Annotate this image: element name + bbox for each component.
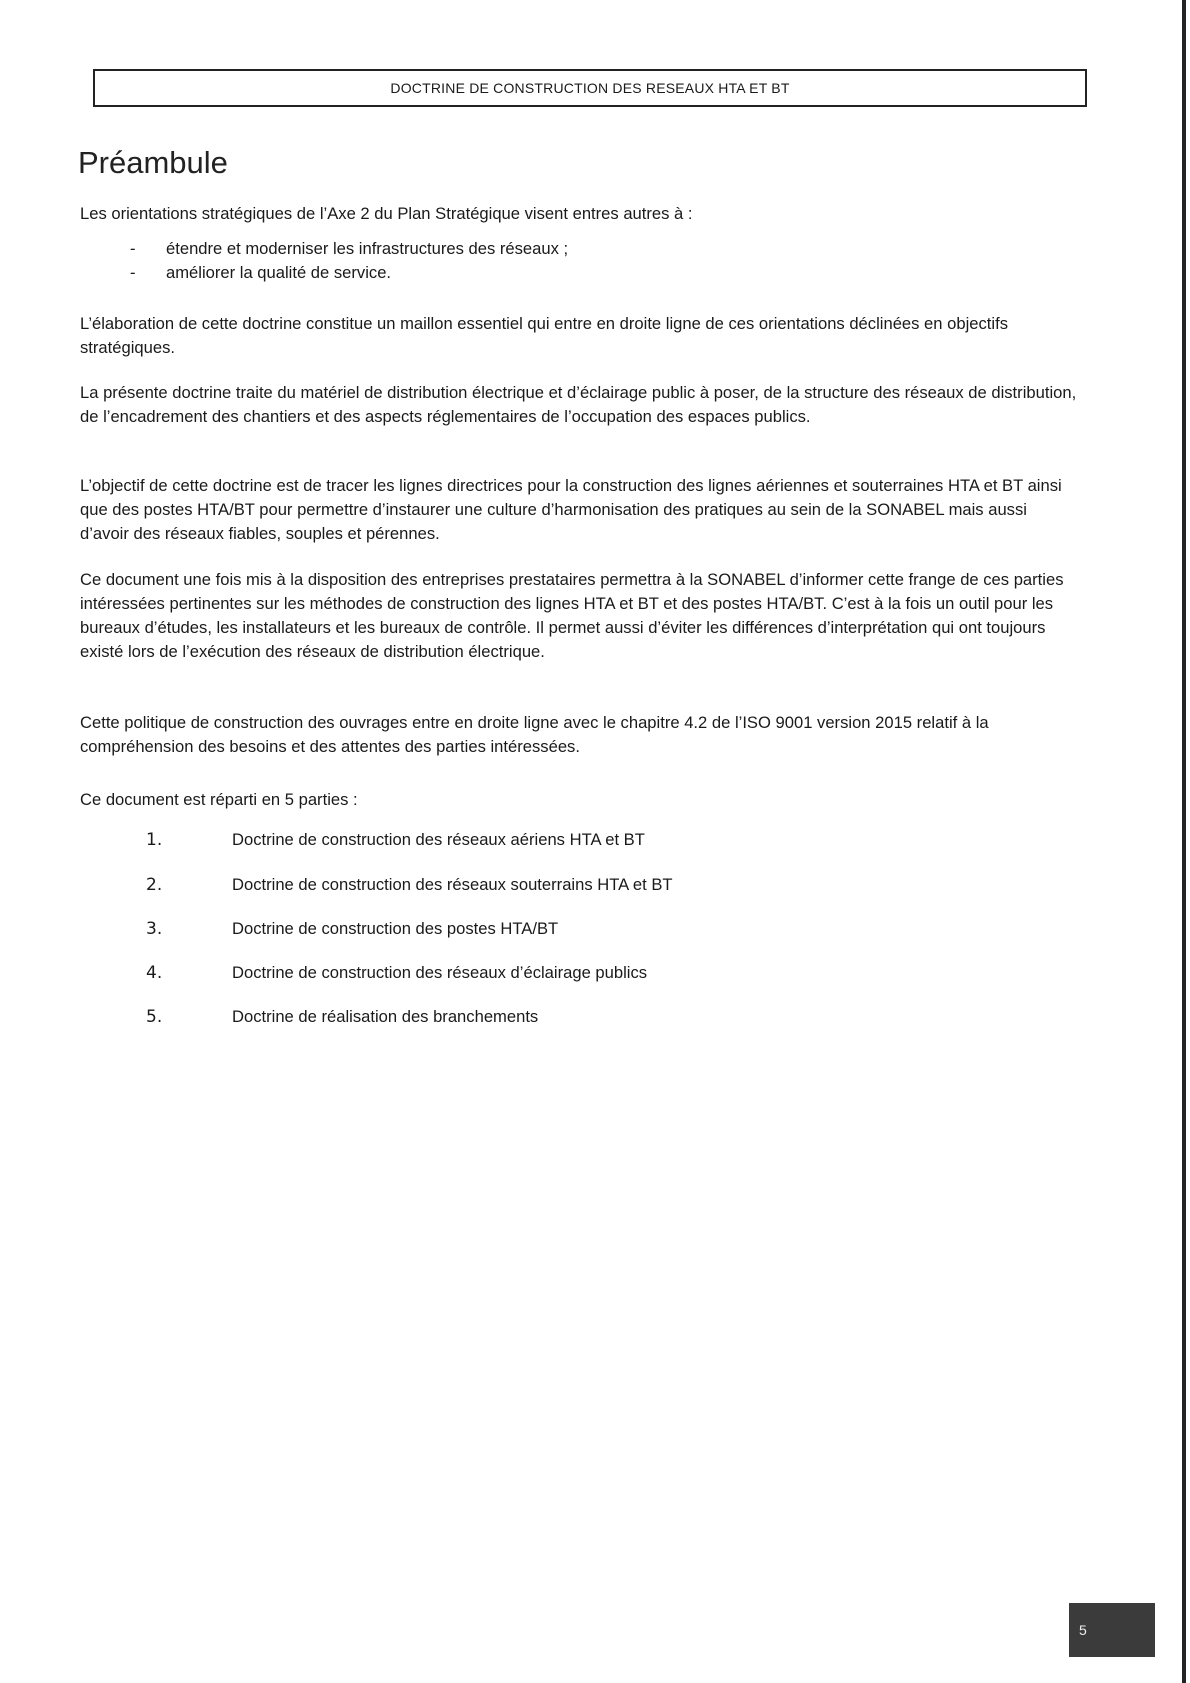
paragraph: La présente doctrine traite du matériel de distribution électrique et d’éclairage public à poser, de la structure des réseaux de distribution, de l’encadrement des chantiers et des aspects réglementaires de l’occupation des espaces publics. <box>80 383 1077 426</box>
bullet-item: - améliorer la qualité de service. <box>130 261 391 285</box>
paragraph: Ce document est réparti en 5 parties : <box>80 790 358 809</box>
section-title: Préambule <box>78 145 228 180</box>
list-item: 2. Doctrine de construction des réseaux souterrains HTA et BT <box>146 875 673 895</box>
list-item: 4. Doctrine de construction des réseaux d’éclairage publics <box>146 963 648 983</box>
dash-bullet-icon: - <box>130 239 136 258</box>
paragraph: L’élaboration de cette doctrine constitue un maillon essentiel qui entre en droite ligne de ces orientations déclinées en objectifs stratégiques. <box>80 314 1008 357</box>
paragraph: Cette politique de construction des ouvrages entre en droite ligne avec le chapitre 4.2 de l’ISO 9001 version 2015 relatif à la compréhension des besoins et des attentes des parties intéressées. <box>80 713 989 756</box>
paragraph-intro: Les orientations stratégiques de l’Axe 2 du Plan Stratégique visent entres autres à : <box>80 204 693 223</box>
list-item: 5. Doctrine de réalisation des branchements <box>146 1007 539 1027</box>
list-item: 3. Doctrine de construction des postes HTA/BT <box>146 919 559 939</box>
scan-edge <box>1182 0 1186 1683</box>
page-number: 5 <box>1069 1603 1155 1657</box>
list-item: 1. Doctrine de construction des réseaux aériens HTA et BT <box>146 830 645 850</box>
paragraph: L’objectif de cette doctrine est de tracer les lignes directrices pour la construction des lignes aériennes et souterraines HTA et BT ainsi que des postes HTA/BT pour permettre d’instaurer une culture d’harmonisation des pratiques au sein de la SONABEL mais aussi d’avoir des réseaux fiables, souples et pérennes. <box>80 476 1062 543</box>
paragraph: Ce document une fois mis à la disposition des entreprises prestataires permettra à la SONABEL d’informer cette frange de ces parties intéressées pertinentes sur les méthodes de construction des lignes HTA et BT et des postes HTA/BT. C’est à la fois un outil pour les bureaux d’études, les installateurs et les bureaux de contrôle. Il permet aussi d’éviter les différences d’interprétation qui ont toujours existé lors de l’exécution des réseaux de distribution électrique. <box>80 570 1064 661</box>
bullet-item: - étendre et moderniser les infrastructures des réseaux ; <box>130 237 568 261</box>
running-header: DOCTRINE DE CONSTRUCTION DES RESEAUX HTA ET BT <box>93 69 1087 107</box>
dash-bullet-icon: - <box>130 263 136 282</box>
